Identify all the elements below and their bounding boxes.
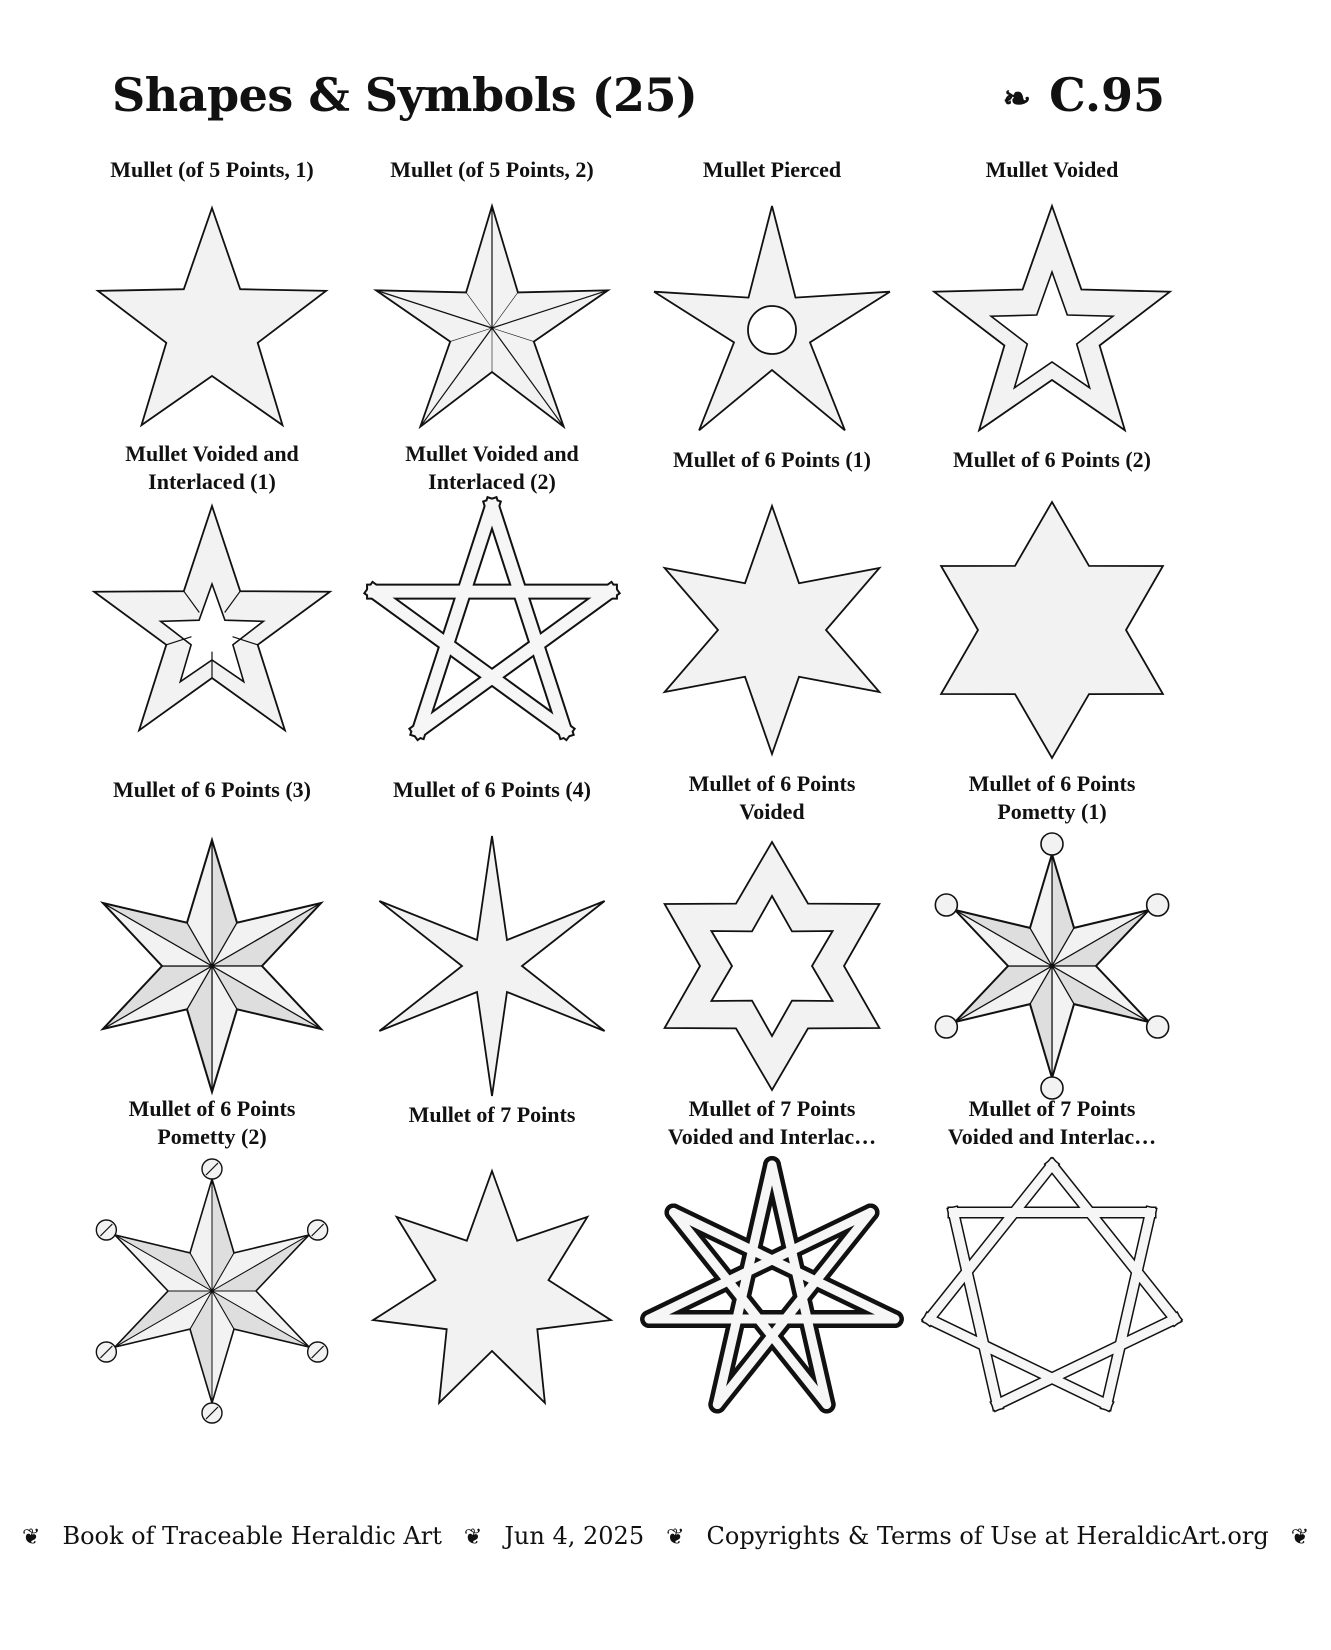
- symbol-label: Mullet of 6 Points Pometty (2): [128, 1096, 296, 1149]
- symbol-label: Mullet of 7 Points Voided and Interlac…: [947, 1096, 1157, 1149]
- mullet-7-icon: [362, 1153, 622, 1413]
- band-fill: [929, 1165, 1052, 1319]
- plate-code-text: C.95: [1049, 68, 1165, 122]
- star-shape: [379, 836, 604, 1096]
- footer-book-title: Book of Traceable Heraldic Art: [62, 1522, 442, 1550]
- pomme-ball: [935, 1016, 957, 1038]
- symbol-label: Mullet of 6 Points (1): [673, 447, 871, 472]
- symbol-label: Mullet (of 5 Points, 1): [110, 157, 314, 182]
- mullet-7-voided-interlaced-bold-icon: [642, 1153, 902, 1413]
- symbol-label: Mullet Voided and Interlaced (2): [405, 441, 579, 494]
- star-shape: [98, 208, 326, 425]
- pomme-ball: [1041, 833, 1063, 855]
- pomme-ball: [1147, 894, 1169, 916]
- fleuron-icon: ❦: [22, 1525, 41, 1550]
- mullet-6-pometty-1-icon: [922, 828, 1182, 1088]
- symbol-label: Mullet (of 5 Points, 2): [390, 157, 594, 182]
- symbol-label: Mullet Pierced: [702, 157, 842, 182]
- mullet-6-hexagram-icon: [932, 500, 1172, 740]
- symbol-label: Mullet of 7 Points Voided and Interlac…: [667, 1096, 877, 1149]
- mullet-6-faceted-icon: [82, 828, 342, 1088]
- symbol-label: Mullet of 6 Points Pometty (1): [968, 771, 1136, 824]
- leaf-ornament-icon: ❧: [1002, 79, 1032, 119]
- plate-code: [1003, 68, 1165, 122]
- pomme-ball: [935, 894, 957, 916]
- symbol-label: Mullet of 6 Points (3): [113, 777, 311, 802]
- mullet-6-pometty-2-icon: [82, 1153, 342, 1413]
- fleuron-icon: ❦: [666, 1525, 685, 1550]
- mullet-6-thin-icon: [652, 500, 892, 740]
- pierce-hole: [748, 306, 796, 354]
- pomme-ball: [1147, 1016, 1169, 1038]
- symbol-label: Mullet Voided and Interlaced (1): [125, 441, 299, 494]
- mullet-pierced-icon: [652, 198, 892, 438]
- star-shape: [665, 506, 880, 754]
- fleuron-icon: ❦: [463, 1525, 483, 1550]
- fleuron-icon: ❦: [1290, 1525, 1310, 1550]
- band-fill: [1052, 1165, 1175, 1319]
- mullet-6-slender-icon: [362, 828, 622, 1088]
- page-footer: [0, 1522, 1310, 1550]
- footer-terms: Copyrights & Terms of Use at HeraldicArt.org: [706, 1522, 1269, 1550]
- symbol-label: Mullet Voided: [985, 157, 1119, 182]
- footer-date: Jun 4, 2025: [504, 1522, 645, 1550]
- page-title: Shapes & Symbols (25): [112, 68, 698, 122]
- symbol-label: Mullet of 6 Points (2): [953, 447, 1151, 472]
- mullet-7-voided-interlaced-icon: [922, 1153, 1182, 1413]
- star-shape: [941, 502, 1163, 758]
- mullet-5-plain-icon: [92, 198, 332, 438]
- mullet-voided-interlaced-2-icon: [372, 500, 612, 740]
- mullet-5-faceted-icon: [372, 198, 612, 438]
- mullet-voided-interlaced-1-icon: [92, 500, 332, 740]
- star-shape: [373, 1171, 611, 1403]
- mullet-voided-icon: [932, 198, 1172, 438]
- symbol-label: Mullet of 6 Points (4): [393, 777, 591, 802]
- mullet-6-voided-icon: [642, 828, 902, 1088]
- symbol-label: Mullet of 7 Points: [408, 1102, 576, 1127]
- symbol-label: Mullet of 6 Points Voided: [688, 771, 856, 824]
